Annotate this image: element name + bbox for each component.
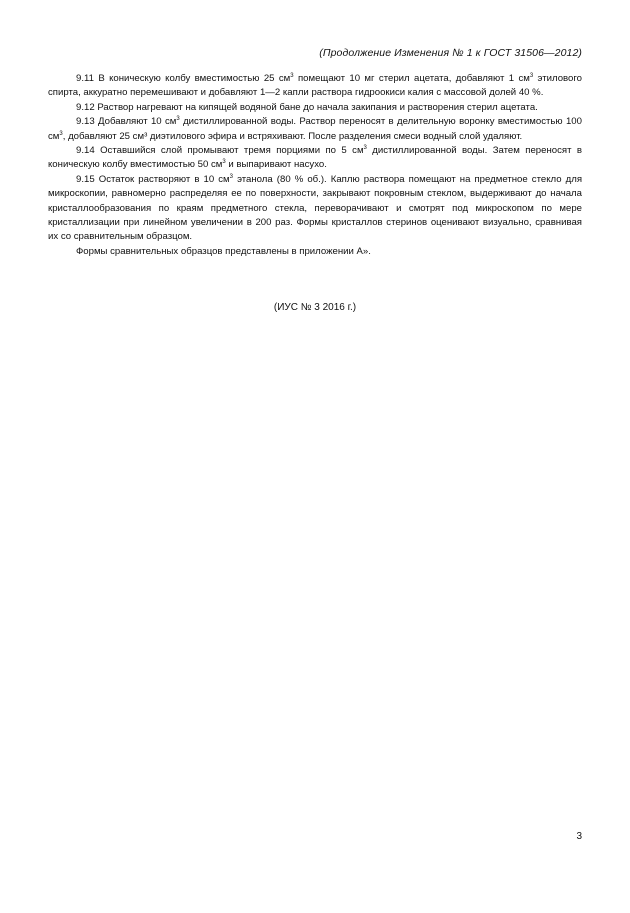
paragraph-9-15 xyxy=(48,173,582,245)
superscript: 3 xyxy=(290,73,294,79)
paragraph-9-12 xyxy=(48,101,582,115)
paragraph-text: этилового спирта, аккуратно перемешивают и добавляют 1—2 капли раствора гидроокиси калия с массовой долей 40 %. xyxy=(48,73,582,99)
superscript: 3 xyxy=(229,173,233,180)
paragraph-9-13 xyxy=(48,115,582,144)
paragraph-9-14 xyxy=(48,144,582,173)
paragraph-text: 9.12 Раствор нагревают на кипящей водяной бане до начала закипания и растворения стерил ацетата. xyxy=(76,101,538,113)
paragraph-text: и выпаривают насухо. xyxy=(225,159,327,171)
amendment-text xyxy=(48,72,582,259)
paragraph-text: 9.15 Остаток растворяют в 10 см xyxy=(76,173,230,185)
superscript: 3 xyxy=(59,130,63,137)
paragraph-text: дистиллированной воды. Раствор переносят в делительную воронку вместимостью 100 см xyxy=(48,116,582,142)
paragraph-text: дистиллированной воды. Затем переносят в коническую колбу вместимостью 50 см xyxy=(48,145,582,171)
paragraph-text: 9.11 В коническую колбу вместимостью 25 см xyxy=(76,73,291,84)
paragraph-text: этанола (80 % об.). Каплю раствора помещают на предметное стекло для микроскопии, равномерно распределяя ее по поверхности, закрывают покровным стеклом, выдерживают до начала кристаллообразования по краям предметного стекла, переворачивают и смотрят под микроскопом по мере кристаллизации при линейном увеличении в 200 раз. Формы кристаллов стеринов оценивают визуально, сравнивая их со сравнительным образцом. xyxy=(48,173,583,243)
superscript: 3 xyxy=(222,159,226,166)
paragraph-text: 9.14 Оставшийся слой промывают тремя порциями по 5 см xyxy=(76,145,364,157)
paragraph-9-11 xyxy=(48,72,582,101)
paragraph-appendix-note xyxy=(48,245,582,259)
paragraph-text: Формы сравнительных образцов представлены в приложении А». xyxy=(76,245,371,257)
paragraph-text: , добавляют 25 см³ диэтилового эфира и встряхивают. После разделения смеси водный слой удаляют. xyxy=(62,130,523,142)
superscript: 3 xyxy=(529,73,534,79)
superscript: 3 xyxy=(176,116,180,123)
paragraph-text: 9.13 Добавляют 10 см xyxy=(76,116,177,128)
running-header: (Продолжение Изменения № 1 к ГОСТ 31506—2012) xyxy=(319,47,582,59)
page-number: 3 xyxy=(576,831,582,842)
ius-reference: (ИУС № 3 2016 г.) xyxy=(273,302,357,313)
superscript: 3 xyxy=(363,145,367,152)
paragraph-text: помещают 10 мг стерил ацетата, добавляют 1 см xyxy=(293,73,530,84)
